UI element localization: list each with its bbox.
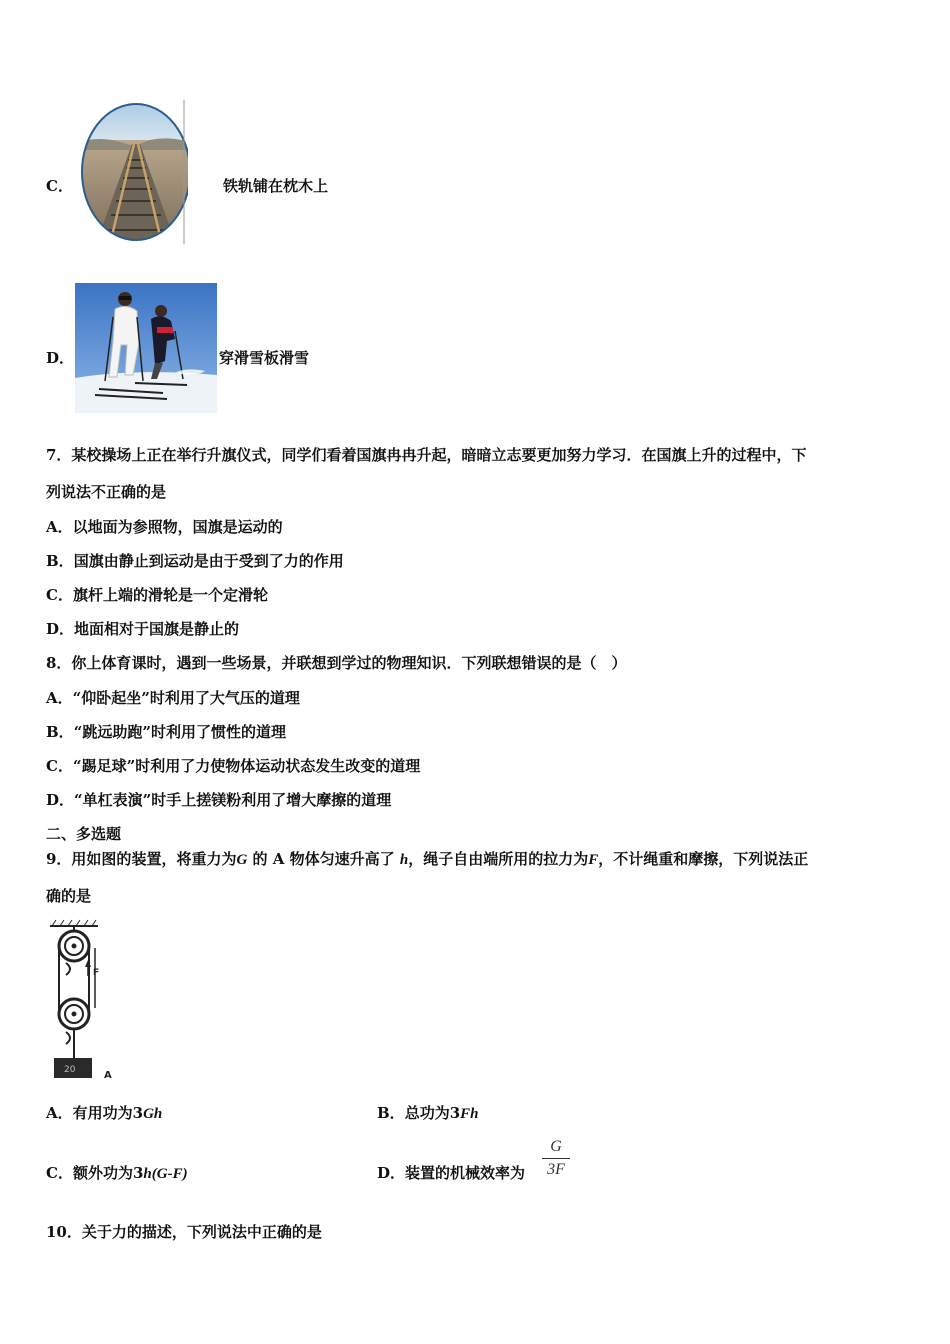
- fraction-bar: [542, 1158, 570, 1159]
- expr-num: 3: [132, 1164, 144, 1182]
- fraction-denominator: 3F: [547, 1161, 565, 1178]
- q9-stem-line2: 确的是: [46, 887, 92, 905]
- option-text: 额外功为: [72, 1164, 133, 1182]
- q9-option-b: [377, 1103, 479, 1124]
- option-text: 旗杆上端的滑轮是一个定滑轮: [72, 586, 268, 604]
- q7-option-b: [46, 551, 344, 571]
- q8-option-b: [46, 722, 286, 742]
- option-text: “单杠表演”时手上搓镁粉利用了增大摩擦的道理: [74, 791, 392, 809]
- option-text: 国旗由静止到运动是由于受到了力的作用: [73, 552, 344, 570]
- object-label: A: [104, 1070, 112, 1081]
- svg-text:20: 20: [64, 1065, 76, 1075]
- option-label: C．: [46, 757, 73, 775]
- option-label: B．: [377, 1104, 405, 1122]
- q9-option-d: [377, 1163, 525, 1183]
- efficiency-fraction: [542, 1138, 570, 1179]
- option-text: 有用功为: [72, 1104, 133, 1122]
- option-label: D．: [377, 1164, 406, 1182]
- q8-option-c: [46, 756, 420, 776]
- q9-stem-line1: [46, 849, 808, 870]
- q9-option-a: [46, 1103, 162, 1124]
- var-g: G: [236, 852, 248, 868]
- q9-stem-part2: 的 A 物体匀速升高了: [252, 850, 395, 868]
- option-label: A．: [46, 689, 73, 707]
- q7-option-d: [46, 619, 239, 639]
- force-label: F: [93, 968, 100, 978]
- option-label: D．: [46, 791, 75, 809]
- pulley-system-figure: [46, 918, 118, 1084]
- q6-option-c-text: 铁轨铺在枕木上: [223, 177, 329, 195]
- option-text: “仰卧起坐”时利用了大气压的道理: [72, 689, 300, 707]
- var-h: h: [399, 852, 409, 868]
- expr-var: h: [143, 1166, 152, 1182]
- q7-option-c: [46, 585, 268, 605]
- option-text: “跳远助跑”时利用了惯性的道理: [73, 723, 286, 741]
- q7-option-a: [46, 517, 283, 537]
- option-label: A．: [46, 518, 73, 536]
- q9-option-c: [46, 1163, 188, 1184]
- q9-stem-part4: ，不计绳重和摩擦，下列说法正: [598, 850, 809, 868]
- option-text: 以地面为参照物，国旗是运动的: [72, 518, 283, 536]
- q6-option-d-label: D．: [46, 349, 75, 367]
- option-text: “踢足球”时利用了力使物体运动状态发生改变的道理: [72, 757, 421, 775]
- q9-stem-part3: ，绳子自由端所用的拉力为: [408, 850, 589, 868]
- section-title: 二、多选题: [46, 825, 122, 843]
- railway-tracks-photo: [80, 100, 188, 244]
- q6-option-d-text: 穿滑雪板滑雪: [219, 349, 310, 367]
- option-label: B．: [46, 552, 74, 570]
- option-text: 装置的机械效率为: [405, 1164, 526, 1182]
- skiers-photo: [75, 283, 217, 413]
- var-f: F: [588, 852, 599, 868]
- option-label: C．: [46, 1164, 73, 1182]
- expr-var: Gh: [143, 1106, 163, 1122]
- expr-paren: (G-F): [151, 1166, 188, 1182]
- q9-stem-part1: 9．用如图的装置，将重力为: [46, 850, 237, 868]
- option-label: B．: [46, 723, 74, 741]
- q7-stem-line2: 列说法不正确的是: [46, 483, 167, 501]
- option-label: A．: [46, 1104, 73, 1122]
- q10-stem: 10．关于力的描述，下列说法中正确的是: [46, 1223, 322, 1241]
- option-text: 总功为: [404, 1104, 450, 1122]
- expr-num: 3: [449, 1104, 461, 1122]
- q8-option-a: [46, 688, 300, 708]
- expr-var: Fh: [460, 1106, 479, 1122]
- option-text: 地面相对于国旗是静止的: [74, 620, 240, 638]
- expr-num: 3: [132, 1104, 144, 1122]
- fraction-numerator: G: [550, 1138, 562, 1155]
- q8-stem: 8．你上体育课时，遇到一些场景，并联想到学过的物理知识．下列联想错误的是（ ）: [46, 654, 627, 672]
- q7-stem-line1: 7．某校操场上正在举行升旗仪式，同学们看着国旗冉冉升起，暗暗立志要更加努力学习．在国旗上升的过程中，下: [46, 446, 807, 464]
- option-label: C．: [46, 586, 73, 604]
- option-label: D．: [46, 620, 75, 638]
- q8-option-d: [46, 790, 391, 810]
- q6-option-c-label: C．: [46, 177, 73, 195]
